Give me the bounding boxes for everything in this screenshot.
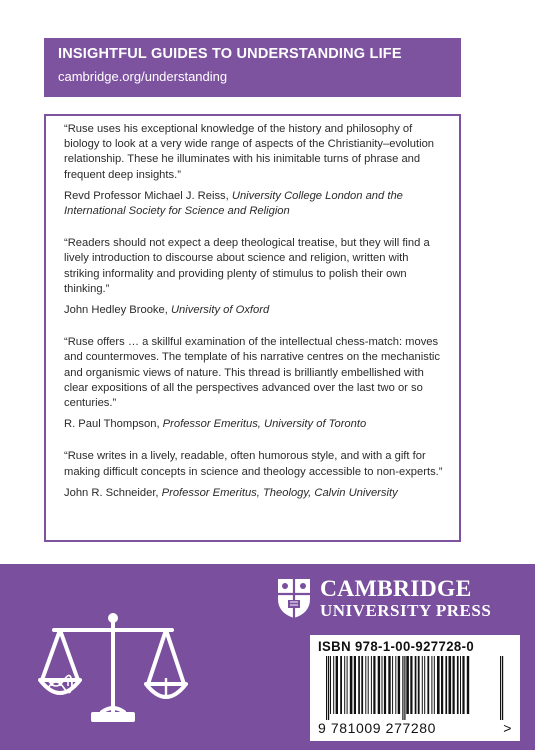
barcode-number — [318, 720, 514, 736]
barcode-bar — [467, 656, 469, 714]
barcode-digits: 9 781009 277280 — [318, 720, 436, 736]
barcode-bar — [410, 656, 412, 714]
barcode-bar — [441, 656, 443, 714]
barcode-bar — [344, 656, 345, 714]
barcode-bar — [373, 656, 375, 714]
isbn-label: ISBN 978-1-00-927728-0 — [318, 638, 475, 654]
balance-scales-icon — [38, 608, 188, 728]
reviewer-name: R. Paul Thompson, — [64, 418, 163, 431]
reviewer-affiliation: Professor Emeritus, University of Toronto — [162, 418, 367, 431]
barcode-bar — [354, 656, 356, 714]
reviewer-affiliation: University College London and the International Society for Science and Religion — [64, 189, 403, 218]
review — [64, 236, 447, 318]
endorsements-box — [44, 114, 461, 542]
barcode-bar — [437, 656, 440, 714]
review — [64, 122, 447, 219]
barcode-bars — [318, 656, 514, 720]
review-attribution — [64, 303, 447, 318]
barcode-bar — [415, 656, 417, 714]
barcode-bar — [350, 656, 353, 714]
barcode-guard-bar — [326, 656, 327, 720]
barcode-bar — [340, 656, 342, 714]
barcode-guard-bar — [328, 656, 329, 720]
barcode-guard-bar — [500, 656, 501, 720]
review — [64, 449, 447, 501]
barcode-bar — [445, 656, 447, 714]
barcode-bar — [434, 656, 435, 714]
publisher-logo — [276, 576, 516, 626]
isbn-barcode — [310, 635, 520, 741]
barcode-bar — [382, 656, 383, 714]
barcode-bar — [460, 656, 461, 714]
barcode-end-mark: > — [503, 720, 512, 736]
barcode-bar — [457, 656, 459, 714]
review — [64, 335, 447, 432]
barcode-bar — [368, 656, 369, 714]
barcode-guard-bar — [502, 656, 503, 720]
barcode-bar — [431, 656, 432, 714]
barcode-guard-bar — [404, 656, 405, 720]
barcode-bar — [462, 656, 464, 714]
barcode-bar — [333, 656, 334, 714]
review-quote: “Readers should not expect a deep theological treatise, but they will find a lively introduction to discourse about science and religion, written with striking informality and providing plenty of stimulus to polish their own thinking.” — [64, 237, 430, 295]
barcode-bar — [395, 656, 396, 714]
barcode-bar — [398, 656, 400, 714]
barcode-bar — [406, 656, 409, 714]
barcode-bar — [418, 656, 420, 714]
series-url[interactable]: cambridge.org/understanding — [58, 69, 228, 84]
barcode-bar — [330, 656, 331, 714]
barcode-bar — [388, 656, 390, 714]
barcode-bar — [449, 656, 452, 714]
review-quote: “Ruse uses his exceptional knowledge of the history and philosophy of biology to look at a very wide range of aspects of the Christianity–evolution relationship. These he illuminates with his inimitable turns of phrase and frequent deep insights.” — [64, 123, 435, 181]
review-quote: “Ruse offers … a skillful examination of the intellectual chess-match: moves and countermoves. The template of his narrative centres on the mechanistic and organismic views of nature. This thread is brilliantly embellished with clear expositions of all the perspectives advanced over the last two or so centuries.” — [64, 336, 441, 410]
barcode-bar — [358, 656, 360, 714]
barcode-bar — [453, 656, 455, 714]
publisher-name: CAMBRIDGE — [320, 576, 472, 602]
review-attribution — [64, 486, 447, 501]
review-attribution — [64, 189, 447, 219]
barcode-bar — [365, 656, 366, 714]
publisher-subname: UNIVERSITY PRESS — [320, 601, 492, 620]
barcode-bar — [336, 656, 338, 714]
reviewer-affiliation: University of Oxford — [170, 304, 270, 317]
review-quote: “Ruse writes in a lively, readable, often humorous style, and with a gift for making difficult concepts in science and theology accessible to non-experts.” — [64, 450, 443, 478]
barcode-bar — [378, 656, 380, 714]
review-attribution — [64, 417, 447, 432]
series-title: INSIGHTFUL GUIDES TO UNDERSTANDING LIFE — [58, 46, 402, 62]
reviewer-name: John R. Schneider, — [64, 486, 162, 499]
reviewer-name: John Hedley Brooke, — [64, 304, 171, 317]
barcode-bar — [422, 656, 423, 714]
barcode-bar — [392, 656, 393, 714]
back-cover-footer — [0, 564, 535, 750]
barcode-guard-bar — [402, 656, 403, 720]
barcode-bar — [427, 656, 429, 714]
barcode-bar — [347, 656, 348, 714]
barcode-bar — [424, 656, 425, 714]
reviewer-name: Revd Professor Michael J. Reiss, — [64, 189, 232, 202]
cross-icon — [160, 678, 172, 696]
coat-of-arms-icon — [276, 577, 312, 619]
reviewer-affiliation: Professor Emeritus, Theology, Calvin University — [161, 486, 398, 499]
barcode-bar — [384, 656, 386, 714]
series-banner — [44, 38, 461, 97]
barcode-bar — [371, 656, 372, 714]
barcode-bar — [361, 656, 363, 714]
